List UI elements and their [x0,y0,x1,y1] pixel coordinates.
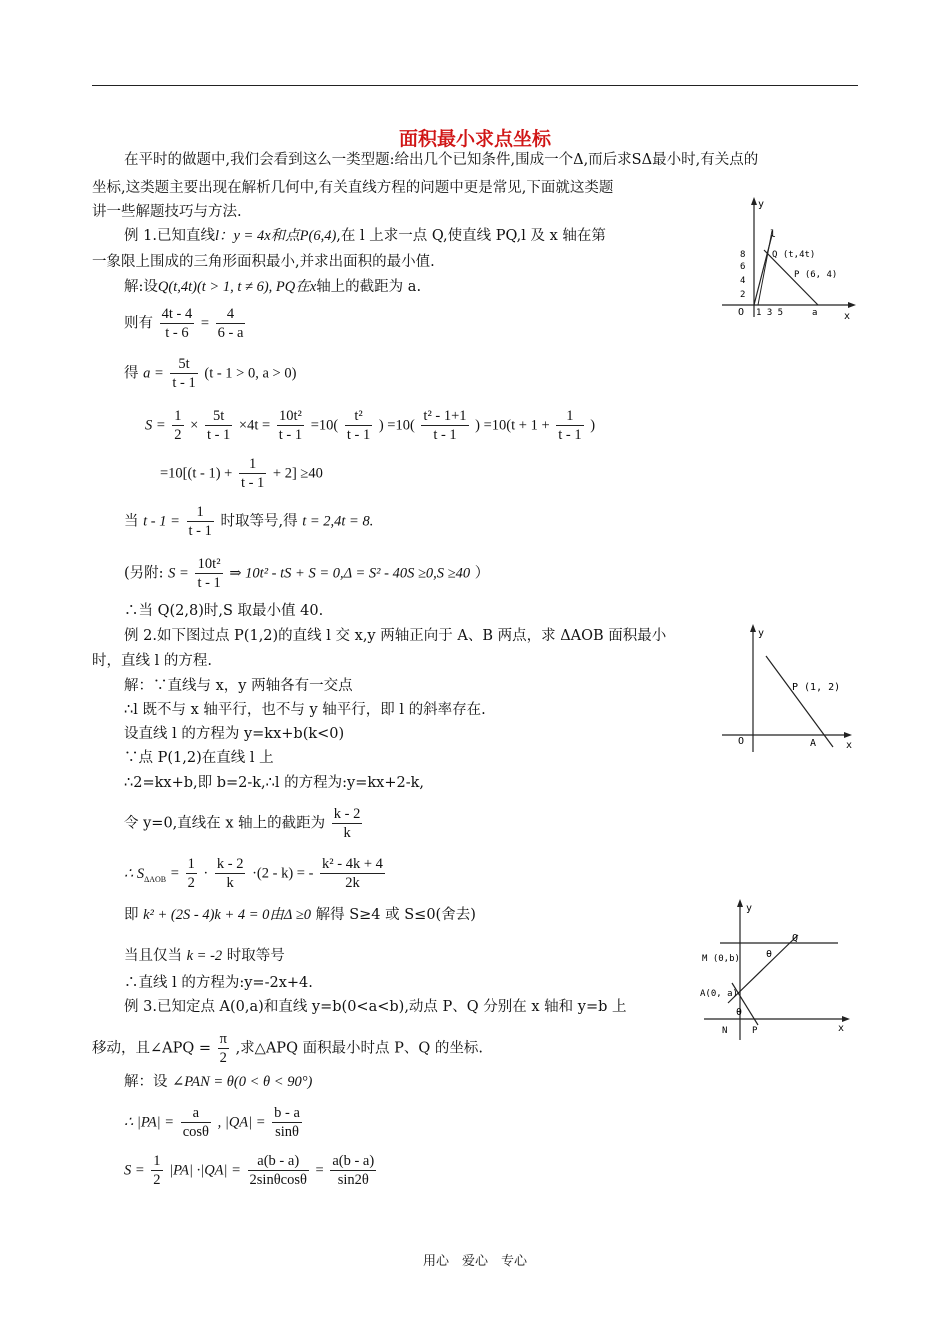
fig1-origin-label: O [738,307,745,318]
ex1-solution-intro: 解:设Q(t,4t)(t > 1, t ≠ 6), PQ在x轴上的截距为 a. [124,279,422,295]
fig2-p-label: P (1, 2) [792,682,841,693]
fig3-x-label: x [838,1023,845,1034]
ex2-step-9: 当且仅当 k = -2 时取等号 [124,948,285,964]
ex1-statement-2: 一象限上围成的三角形面积最小,并求出面积的最小值. [92,254,435,270]
fig1-q-label: Q (t,4t) [772,250,816,260]
fig2-origin-label: O [738,736,745,747]
page-title: 面积最小求点坐标 [398,128,551,150]
fig1-a-label: a [812,308,818,318]
fig2-x-label: x [846,740,853,751]
ex3-step-2: ∴ |PA| = $\frac{a}{\cos\theta}$ , |QA| = $\frac{b - a}{\sin\theta}$ [124,1105,300,1140]
fig1-ytick-4: 4 [740,276,746,286]
ex2-step-1: 解：∵直线与 x，y 两轴各有一交点 [124,678,353,694]
fig1-l-label: l [770,229,777,240]
fig3-n-label: N [722,1026,728,1036]
fig3-theta-top: θ [766,949,773,960]
fig1-ytick-2: 2 [740,290,746,300]
fig3-q-label: Q [792,933,799,944]
intro-line-1: 在平时的做题中,我们会看到这么一类型题:给出几个已知条件,围成一个Δ,而后求SΔ最小时,有关点的 [124,152,759,168]
fig1-p-label: P (6, 4) [794,270,838,280]
ex2-step-6: 令 y=0,直线在 x 轴上的截距为 $\frac{k - 2}{k}$ [124,806,361,841]
ex2-statement-2: 时，直线 l 的方程. [92,653,212,669]
ex1-then-formula: 则有 $\frac{4t - 4}{t - 6}$ = $\frac{4}{6 - a}$ [124,306,244,341]
fig1-y-label: y [758,199,765,210]
figure-1 [718,195,858,325]
ex3-statement-1: 例 3.已知定点 A(0,a)和直线 y=b(0<a<b),动点 P、Q 分别在 x 轴和 y=b 上 [124,999,627,1015]
header-rule [92,85,858,86]
ex1-statement-1: 例 1.已知直线l：y = 4x和点P(6,4),在 l 上求一点 Q,使直线 PQ,l 及 x 轴在第 [124,228,606,244]
figure-2 [718,620,858,755]
ex2-step-4: ∵点 P(1,2)在直线 l 上 [124,750,274,766]
ex2-step-2: ∴l 既不与 x 轴平行，也不与 y 轴平行，即 l 的斜率存在. [124,702,486,718]
fig2-a-label: A [810,738,817,749]
ex2-step-8: 即 k² + (2S - 4)k + 4 = 0由Δ ≥0 解得 S≥4 或 S≤0(舍去) [124,907,476,923]
fig1-ytick-8: 8 [740,250,746,260]
ex2-statement-1: 例 2.如下图过点 P(1,2)的直线 l 交 x,y 两轴正向于 A、B 两点，求 ΔAOB 面积最小 [124,628,667,644]
fig1-x-label: x [844,311,851,322]
ex1-alternative: (另附: S = $\frac{\text{10t²}}{t - 1}$ ⇒ 10t² - tS + S = 0,Δ = S² - 40S ≥0,S ≥40 ） [124,556,490,591]
figure-3 [700,895,860,1045]
ex2-step-5: ∴2=kx+b,即 b=2-k,∴l 的方程为:y=kx+2-k, [124,775,424,791]
fig1-ytick-6: 6 [740,262,746,272]
ex2-step-10: ∴直线 l 的方程为:y=-2x+4. [124,975,313,991]
fig1-xticks: 1 3 5 [756,308,784,318]
fig3-y-label: y [746,903,753,914]
ex2-step-3: 设直线 l 的方程为 y=kx+b(k<0) [124,726,345,742]
ex1-a-formula: 得 a = $\frac{5t}{t - 1}$ (t - 1 > 0, a > 0) [124,356,297,391]
ex1-area-formula-2: =10[(t - 1) + $\frac{1}{t - 1}$ + 2] ≥40 [160,456,323,491]
fig3-theta-bottom: θ [736,1007,743,1018]
ex2-step-7: ∴ $S_{\Delta AOB}$ = $\frac{1}{2}$ · $\frac{k - 2}{k}$ ·(2 - k) = - $\frac{\text{k² - 4k + 4}}{2k}$ [124,856,383,891]
ex3-step-3: S = $\frac{1}{2}$ |PA| ·|QA| = $\frac{a(b - a)}{2\sin\theta\cos\theta}$ = $\frac{a(b - a)}{\sin 2\theta}$ [124,1153,375,1188]
ex1-conclusion: ∴当 Q(2,8)时,S 取最小值 40. [124,603,324,619]
ex1-equality-case: 当 t - 1 = $\frac{1}{t - 1}$ 时取等号,得 t = 2,4t = 8. [124,504,374,539]
intro-line-2: 坐标,这类题主要出现在解析几何中,有关直线方程的问题中更是常见,下面就这类题 [92,180,614,196]
fig2-y-label: y [758,628,765,639]
fig3-a-label: A(0, a) [700,989,738,999]
page-footer: 用心 爱心 专心 [422,1254,527,1269]
fig3-p-label: P [752,1026,758,1036]
fig3-m-label: M (0,b) [702,954,740,964]
ex1-area-formula: S = $\frac{1}{2}$ × $\frac{5t}{t - 1}$ ×4t = $\frac{\text{10t²}}{t - 1}$ =10( $\frac{\text{t²}}{t - 1}$ ) =10( $\frac{\text{t² - 1+1}}{t - 1}$ ) =10(t + 1 + $\frac{1}{t - 1}$ ) [145,408,596,443]
intro-line-3: 讲一些解题技巧与方法. [92,204,242,220]
ex3-step-1: 解：设 ∠PAN = θ(0 < θ < 90°) [124,1074,313,1090]
ex3-statement-2: 移动，且∠APQ = $\frac{\pi}{2}$ ,求△APQ 面积最小时点 P、Q 的坐标. [92,1031,484,1066]
